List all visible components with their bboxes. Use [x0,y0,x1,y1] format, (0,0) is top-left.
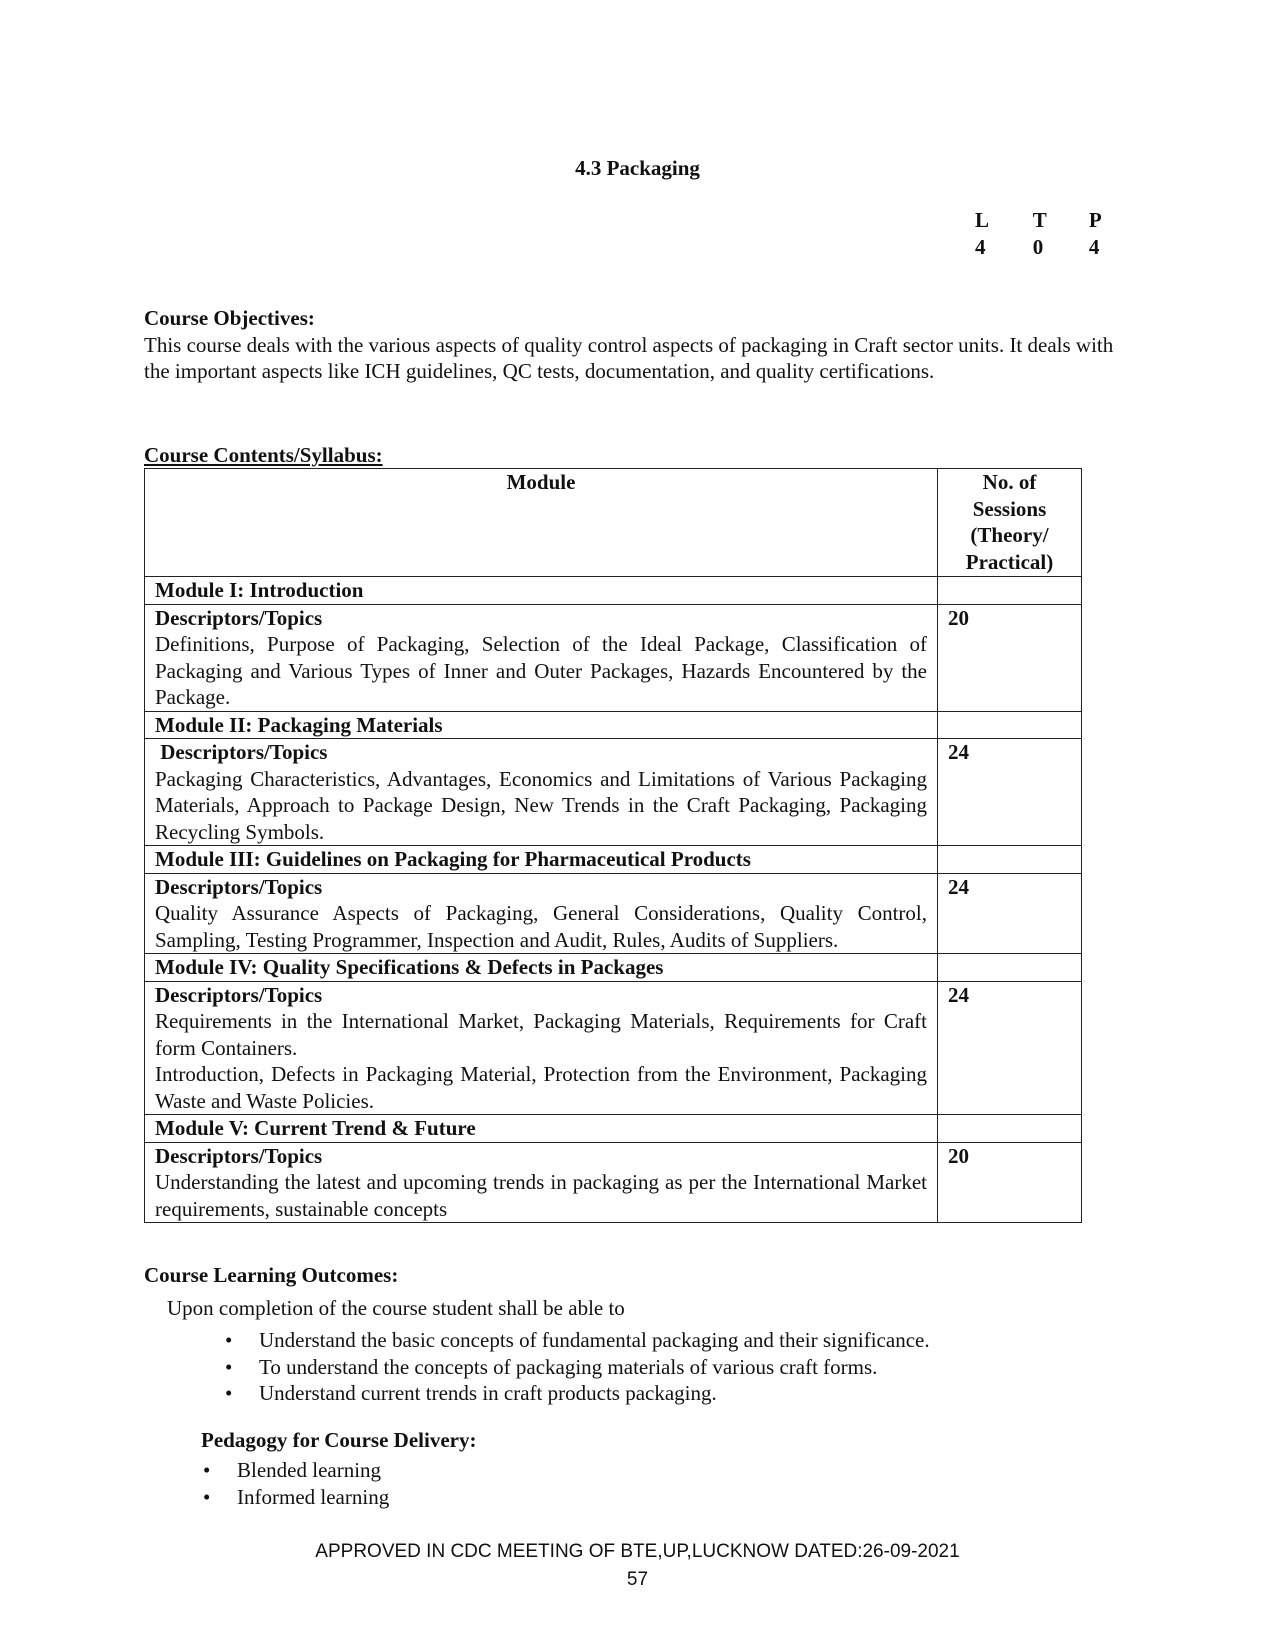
ltp-value-l: 4 [975,235,986,259]
list-item [225,1327,930,1354]
bullet-icon: • [203,1484,211,1509]
ltp-values [975,234,1145,261]
ltp-value-t: 0 [1032,235,1044,259]
descriptors-text: Requirements in the International Market, Packaging Materials, Requirements for Craft form Containers. [155,1009,927,1060]
module-title: Module II: Packaging Materials [145,711,938,739]
outcome-text: Understand current trends in craft products packaging. [259,1381,717,1405]
module-title-row [145,1115,1082,1143]
course-objectives [144,305,1124,385]
footer-approval: APPROVED IN CDC MEETING OF BTE,UP,LUCKNOW DATED:26-09-2021 [315,1541,960,1562]
syllabus-heading: Course Contents/Syllabus: [144,443,383,467]
sessions-count: 20 [938,1142,1082,1223]
descriptors-text: Understanding the latest and upcoming trends in packaging as per the International Market requirements, sustainable concepts [155,1170,927,1221]
pedagogy-heading: Pedagogy for Course Delivery: [201,1428,477,1452]
module-title: Module V: Current Trend & Future [145,1115,938,1143]
list-item [225,1354,930,1381]
empty-cell [938,846,1082,874]
objectives-text: This course deals with the various aspects of quality control aspects of packaging in Craft sector units. It deals with the important aspects like ICH guidelines, QC tests, documentation, and quality certifications. [144,332,1114,383]
bullet-icon: • [225,1381,233,1405]
bullet-icon: • [225,1354,233,1379]
descriptors-text-continued: Introduction, Defects in Packaging Material, Protection from the Environment, Packaging Waste and Waste Policies. [155,1062,927,1113]
column-header-sessions: No. of Sessions (Theory/ Practical) [938,469,1082,577]
ltp-value-p: 4 [1088,235,1100,259]
ltp-credits [975,207,1145,261]
sessions-count: 24 [938,981,1082,1115]
empty-cell [938,577,1082,605]
module-content-row [145,873,1082,954]
ltp-header-p: P [1088,208,1102,232]
descriptors-label: Descriptors/Topics [155,1143,323,1168]
module-content-row [145,739,1082,846]
descriptors-label: Descriptors/Topics [155,605,323,630]
pedagogy-text: Informed learning [237,1484,390,1509]
descriptors-label: Descriptors/Topics [155,740,328,764]
outcomes-intro: Upon completion of the course student shall be able to [167,1296,625,1320]
page-number: 57 [626,1569,649,1590]
page-title: 4.3 Packaging [575,156,700,180]
module-content-row [145,604,1082,711]
module-title-row [145,711,1082,739]
module-title: Module I: Introduction [145,577,938,605]
outcome-text: Understand the basic concepts of fundamental packaging and their significance. [259,1328,930,1352]
module-content-row [145,1142,1082,1223]
descriptors-label: Descriptors/Topics [155,874,323,899]
outcomes-list [225,1327,930,1407]
ltp-header-t: T [1032,208,1047,232]
descriptors-text: Quality Assurance Aspects of Packaging, General Considerations, Quality Control, Sampling, Testing Programmer, Inspection and Audit, Rules, Audits of Suppliers. [155,901,927,952]
sessions-count: 24 [938,739,1082,846]
descriptors-text: Definitions, Purpose of Packaging, Selection of the Ideal Package, Classification of Packaging and Various Types of Inner and Outer Packages, Hazards Encountered by the Package. [155,632,927,709]
list-item [203,1484,389,1511]
bullet-icon: • [225,1328,233,1352]
module-content [145,1142,938,1223]
outcome-text: To understand the concepts of packaging materials of various craft forms. [259,1354,878,1379]
module-content [145,739,938,846]
objectives-heading: Course Objectives: [144,306,315,330]
sessions-count: 24 [938,873,1082,954]
list-item [203,1457,389,1484]
sessions-count: 20 [938,604,1082,711]
empty-cell [938,711,1082,739]
syllabus-table [144,468,1082,1223]
empty-cell [938,1115,1082,1143]
module-title: Module III: Guidelines on Packaging for Pharmaceutical Products [145,846,938,874]
ltp-header-l: L [975,208,990,232]
pedagogy-list [203,1457,389,1510]
module-content [145,604,938,711]
bullet-icon: • [203,1458,211,1482]
table-header-row [145,469,1082,577]
module-content-row [145,981,1082,1115]
module-content [145,873,938,954]
descriptors-label: Descriptors/Topics [155,982,323,1007]
module-title-row [145,954,1082,982]
module-title-row [145,846,1082,874]
descriptors-text: Packaging Characteristics, Advantages, Economics and Limitations of Various Packaging Materials, Approach to Package Design, New Trends in the Craft Packaging, Packaging Recycling Symbols. [155,766,927,844]
empty-cell [938,954,1082,982]
outcomes-heading: Course Learning Outcomes: [144,1263,399,1287]
pedagogy-text: Blended learning [237,1458,382,1482]
list-item [225,1380,930,1407]
module-title: Module IV: Quality Specifications & Defects in Packages [145,954,938,982]
ltp-headers [975,207,1145,234]
module-title-row [145,577,1082,605]
column-header-module: Module [145,469,938,577]
module-content [145,981,938,1115]
